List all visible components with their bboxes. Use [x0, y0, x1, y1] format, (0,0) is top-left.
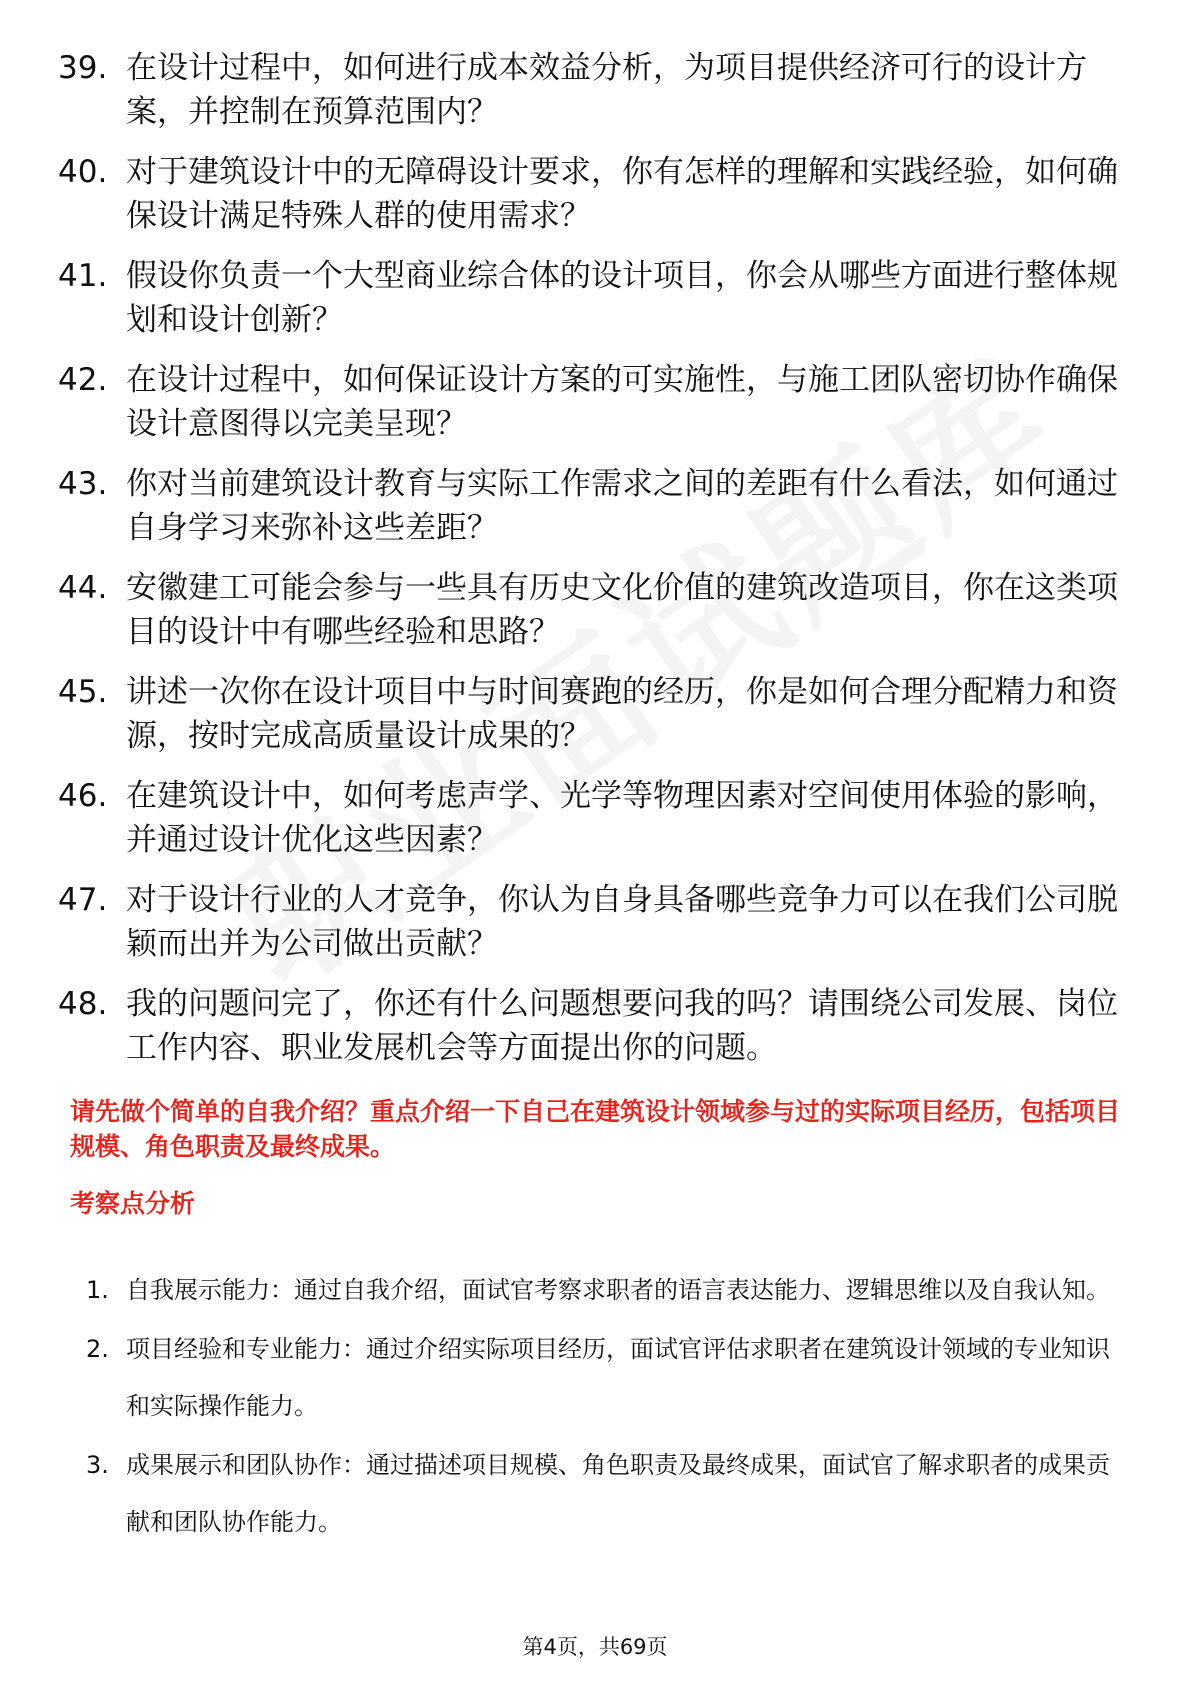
question-text: 讲述一次你在设计项目中与时间赛跑的经历，你是如何合理分配精力和资源，按时完成高质量设计成果的？ [126, 674, 1118, 754]
question-number: 45. [58, 674, 108, 710]
question-item [0, 774, 1190, 862]
question-number: 42. [58, 362, 108, 398]
analysis-number: 3. [86, 1451, 109, 1479]
analysis-heading: 考察点分析 [70, 1189, 196, 1218]
question-text: 在建筑设计中，如何考虑声学、光学等物理因素对空间使用体验的影响，并通过设计优化这些因素？ [126, 778, 1118, 858]
question-number: 39. [58, 50, 108, 86]
analysis-item [0, 1321, 1190, 1435]
analysis-text: 自我展示能力：通过自我介绍，面试官考察求职者的语言表达能力、逻辑思维以及自我认知。 [126, 1276, 1110, 1304]
question-number: 46. [58, 778, 108, 814]
question-item [0, 358, 1190, 446]
question-item [0, 46, 1190, 134]
question-text: 你对当前建筑设计教育与实际工作需求之间的差距有什么看法，如何通过自身学习来弥补这些差距？ [126, 466, 1118, 546]
analysis-list [0, 1262, 1190, 1553]
analysis-item [0, 1437, 1190, 1551]
highlight-question: 请先做个简单的自我介绍？重点介绍一下自己在建筑设计领域参与过的实际项目经历，包括项目规模、角色职责及最终成果。 [70, 1097, 1121, 1161]
question-number: 41. [58, 258, 108, 294]
analysis-text: 项目经验和专业能力：通过介绍实际项目经历，面试官评估求职者在建筑设计领域的专业知识和实际操作能力。 [126, 1335, 1110, 1420]
question-item [0, 982, 1190, 1070]
question-item [0, 670, 1190, 758]
question-text: 在设计过程中，如何进行成本效益分析，为项目提供经济可行的设计方案，并控制在预算范围内？ [126, 50, 1087, 130]
question-item [0, 462, 1190, 550]
question-text: 对于建筑设计中的无障碍设计要求，你有怎样的理解和实践经验，如何确保设计满足特殊人群的使用需求？ [126, 154, 1118, 234]
question-text: 在设计过程中，如何保证设计方案的可实施性，与施工团队密切协作确保设计意图得以完美呈现？ [126, 362, 1118, 442]
page-footer: 第4页，共69页 [522, 1635, 668, 1659]
question-number: 40. [58, 154, 108, 190]
question-list [0, 46, 1190, 1086]
question-text: 我的问题问完了，你还有什么问题想要问我的吗？请围绕公司发展、岗位工作内容、职业发展机会等方面提出你的问题。 [126, 986, 1118, 1066]
analysis-text: 成果展示和团队协作：通过描述项目规模、角色职责及最终成果，面试官了解求职者的成果贡献和团队协作能力。 [126, 1451, 1110, 1536]
question-item [0, 254, 1190, 342]
question-text: 对于设计行业的人才竞争，你认为自身具备哪些竞争力可以在我们公司脱颖而出并为公司做出贡献？ [126, 882, 1118, 962]
question-item [0, 566, 1190, 654]
question-number: 43. [58, 466, 108, 502]
question-text: 安徽建工可能会参与一些具有历史文化价值的建筑改造项目，你在这类项目的设计中有哪些经验和思路？ [126, 570, 1118, 650]
question-text: 假设你负责一个大型商业综合体的设计项目，你会从哪些方面进行整体规划和设计创新？ [126, 258, 1118, 338]
question-number: 48. [58, 986, 108, 1022]
analysis-number: 2. [86, 1335, 109, 1363]
analysis-number: 1. [86, 1276, 109, 1304]
question-item [0, 878, 1190, 966]
question-item [0, 150, 1190, 238]
question-number: 44. [58, 570, 108, 606]
question-number: 47. [58, 882, 108, 918]
analysis-item [0, 1262, 1190, 1319]
